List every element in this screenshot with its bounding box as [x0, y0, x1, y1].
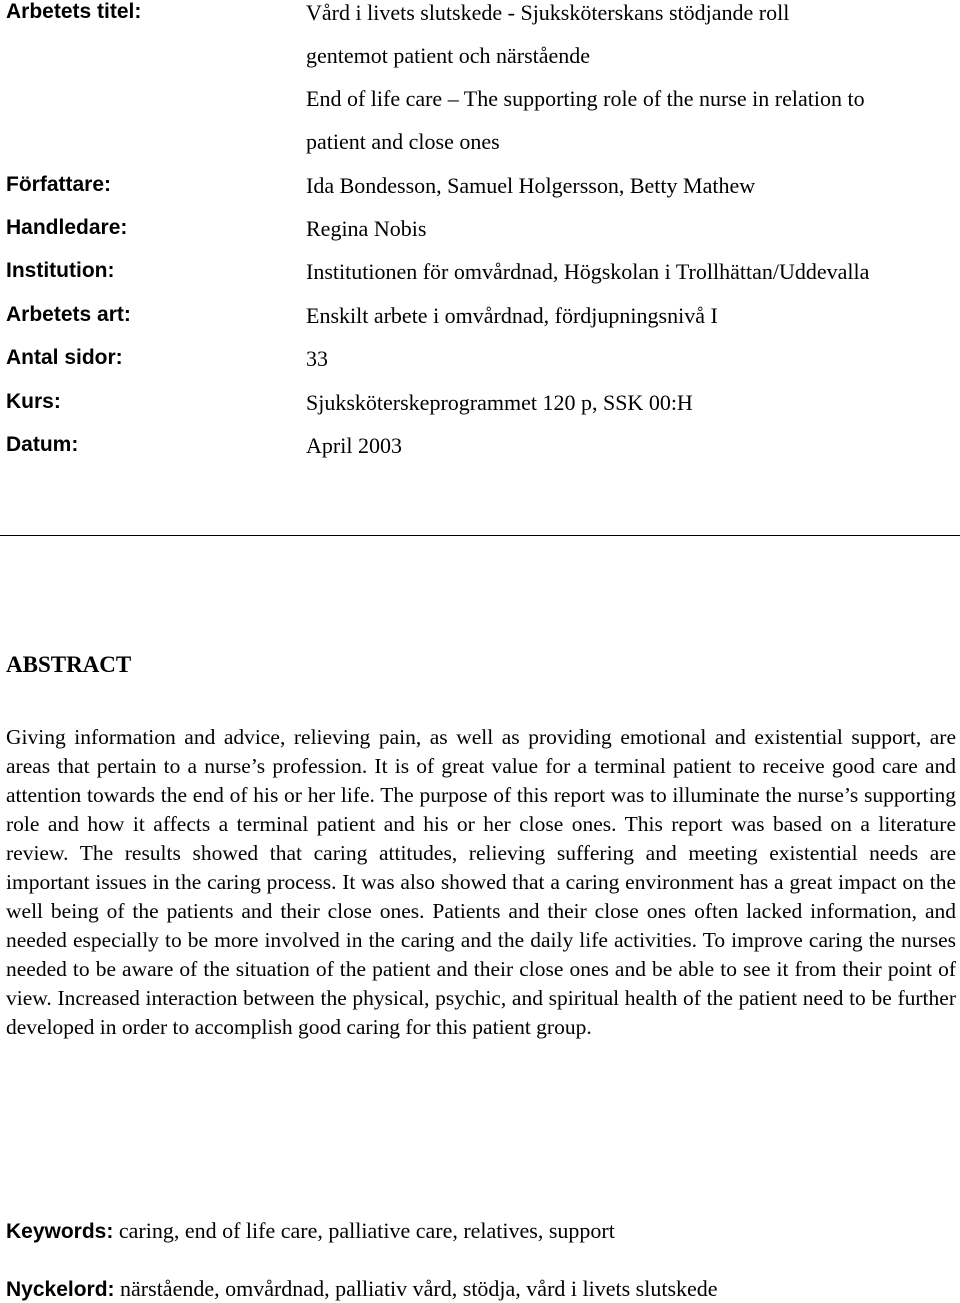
- pages-label: Antal sidor:: [6, 346, 123, 369]
- type-value: Enskilt arbete i omvårdnad, fördjupningsnivå I: [306, 303, 718, 328]
- horizontal-divider: [0, 535, 960, 536]
- author-value: Ida Bondesson, Samuel Holgersson, Betty Mathew: [306, 173, 756, 198]
- abstract-heading: ABSTRACT: [6, 652, 132, 677]
- title-line-2: gentemot patient och närstående: [306, 43, 591, 68]
- keywords-line: [6, 1218, 615, 1244]
- type-label: Arbetets art:: [6, 303, 131, 326]
- pages-value: 33: [306, 346, 328, 371]
- title-label: Arbetets titel:: [6, 0, 142, 23]
- nyckelord-value: närstående, omvårdnad, palliativ vård, stödja, vård i livets slutskede: [120, 1276, 718, 1301]
- author-label: Författare:: [6, 173, 112, 196]
- course-label: Kurs:: [6, 390, 61, 413]
- date-label: Datum:: [6, 433, 79, 456]
- title-line-3: End of life care – The supporting role of the nurse in relation to: [306, 86, 865, 111]
- supervisor-value: Regina Nobis: [306, 216, 427, 241]
- course-value: Sjuksköterskeprogrammet 120 p, SSK 00:H: [306, 390, 693, 415]
- nyckelord-line: [6, 1276, 718, 1302]
- institution-label: Institution:: [6, 259, 115, 282]
- title-line-4: patient and close ones: [306, 129, 500, 154]
- supervisor-label: Handledare:: [6, 216, 128, 239]
- nyckelord-label: Nyckelord:: [6, 1278, 115, 1301]
- title-line-1: Vård i livets slutskede - Sjuksköterskans stödjande roll: [306, 0, 790, 25]
- keywords-value: caring, end of life care, palliative care, relatives, support: [118, 1218, 615, 1243]
- institution-value: Institutionen för omvårdnad, Högskolan i Trollhättan/Uddevalla: [306, 259, 870, 284]
- abstract-body: Giving information and advice, relieving pain, as well as providing emotional and existential support, are areas that pertain to a nurse’s profession. It is of great value for a terminal patient to receive good care and attention towards the end of his or her life. The purpose of this report was to illuminate the nurse’s supporting role and how it affects a terminal patient and his or her close ones. This report was based on a literature review. The results showed that caring attitudes, relieving suffering and meeting existential needs are important issues in the caring process. It was also showed that a caring environment has a great impact on the well being of the patients and their close ones. Patients and their close ones often lacked information, and needed especially to be more involved in the caring and the daily life activities. To improve caring the nurses needed to be aware of the situation of the patient and their close ones and be able to see it from their point of view. Increased interaction between the physical, psychic, and spiritual health of the patient need to be further developed in order to accomplish good caring for this patient group.: [6, 725, 956, 1039]
- keywords-label: Keywords:: [6, 1220, 114, 1243]
- date-value: April 2003: [306, 433, 402, 458]
